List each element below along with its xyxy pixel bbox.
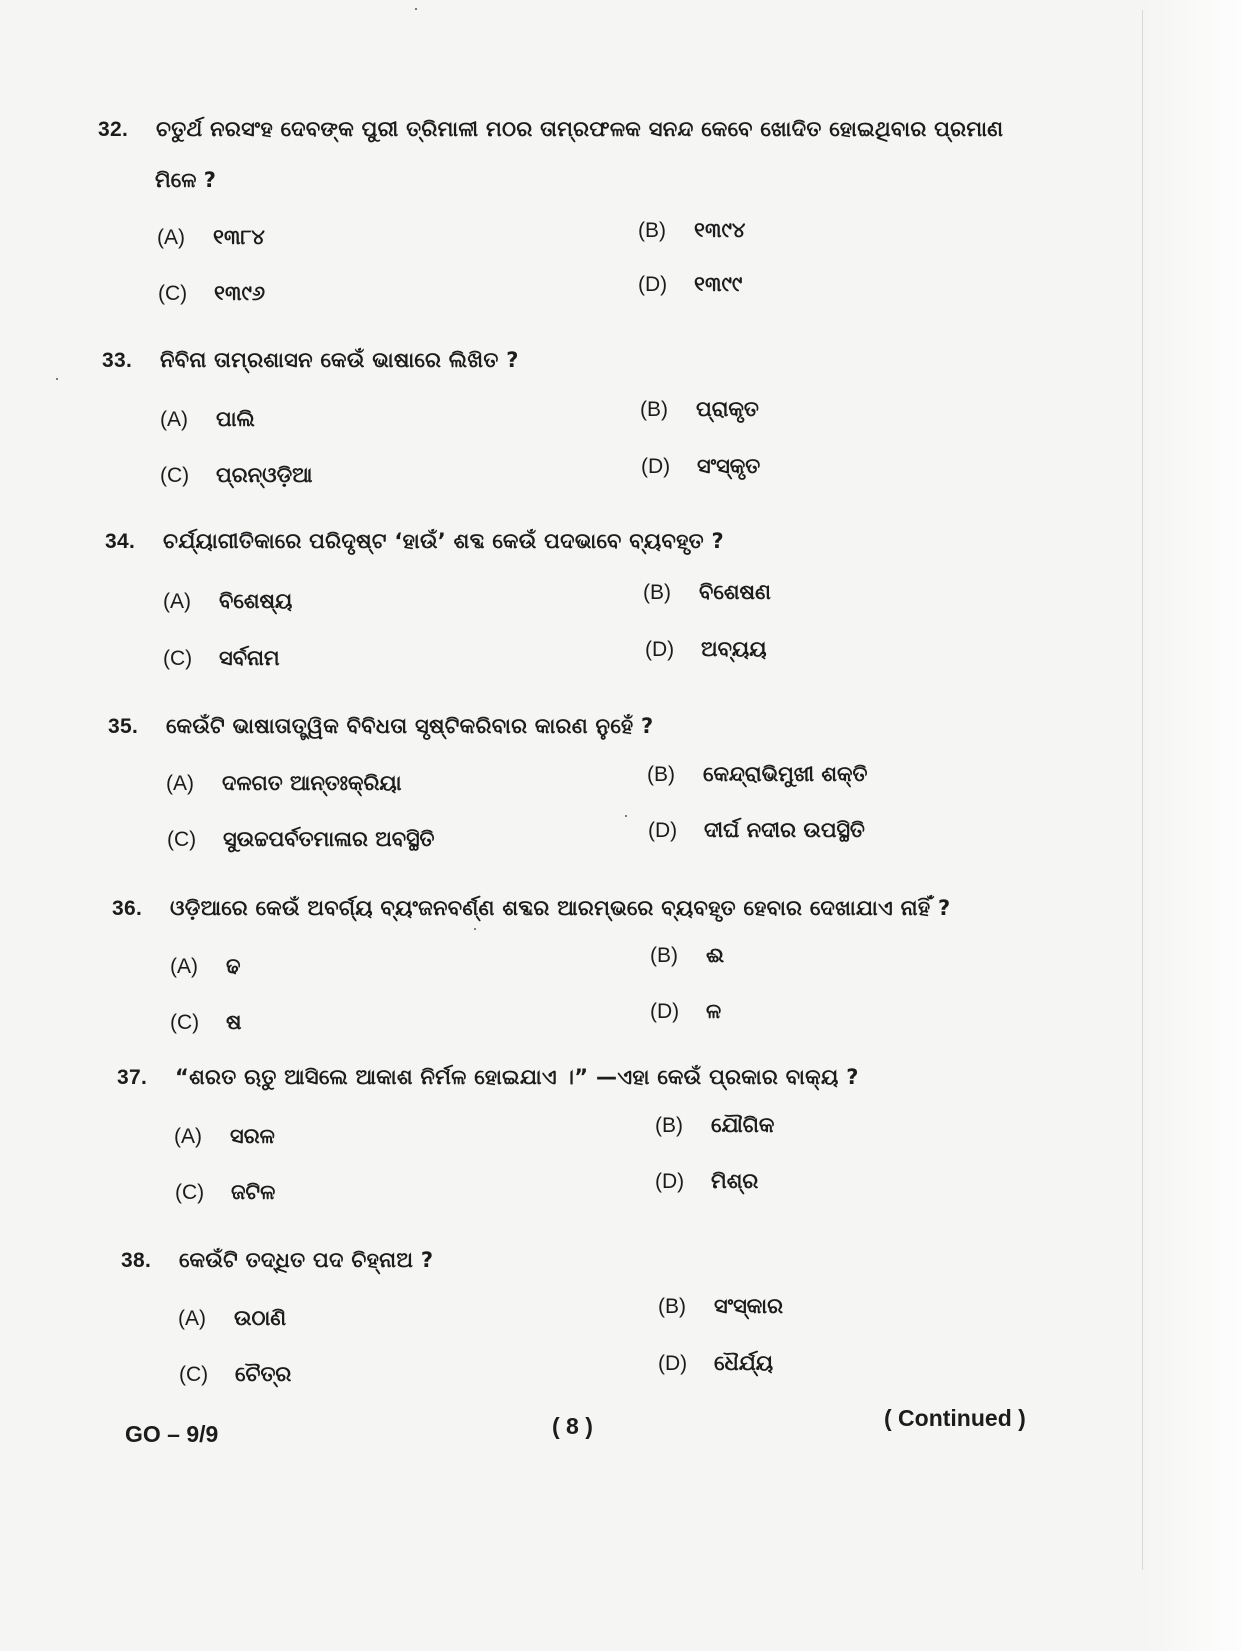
option-b: (B) ଯୌଗିକ — [655, 1113, 775, 1137]
question-number: 36. — [112, 897, 143, 920]
option-a: (A) ସରଳ — [174, 1124, 275, 1148]
question-number: 35. — [108, 715, 139, 738]
page-edge-line — [1142, 10, 1143, 1570]
question-number: 34. — [105, 530, 136, 553]
option-b-text: ସଂସ୍କାର — [714, 1294, 784, 1318]
option-b-text: କେନ୍ଦ୍ରାଭିମୁଖୀ ଶକ୍ତି — [703, 762, 868, 786]
option-a: (A) ଦଳଗତ ଆନ୍ତଃକ୍ରିୟା — [166, 771, 402, 795]
option-d: (D) ଳ — [650, 999, 722, 1023]
option-b: (B) କେନ୍ଦ୍ରାଭିମୁଖୀ ଶକ୍ତି — [647, 762, 868, 786]
question-text: “ଶରତ ଋତୁ ଆସିଲେ ଆକାଶ ନିର୍ମଳ ହୋଇଯାଏ ।” —ଏହା କେଉଁ ପ୍ରକାର ବାକ୍ୟ ? — [175, 1065, 859, 1089]
question-35 — [108, 711, 653, 742]
option-c-text: ୧୩୯୬ — [214, 281, 266, 305]
question-text: ଚତୁର୍ଥ ନରସଂହ ଦେବଙ୍କ ପୁରୀ ତ୍ରିମାଳୀ ମଠର ତାମ୍ରଫଳକ ସନନ୍ଦ କେବେ ଖୋଦିତ ହୋଇଥିବାର ପ୍ରମାଣ — [156, 117, 1004, 141]
option-a-text: ଦଳଗତ ଆନ୍ତଃକ୍ରିୟା — [222, 771, 402, 795]
option-a: (A) ପାଲି — [160, 407, 255, 431]
option-a-text: ଢ — [226, 954, 241, 978]
question-36 — [112, 893, 950, 924]
option-d: (D) ଧୈର୍ଯ୍ୟ — [658, 1351, 774, 1375]
question-number: 37. — [117, 1066, 148, 1089]
question-32 — [98, 114, 1003, 145]
option-b-text: ଈ — [706, 943, 725, 967]
scan-speck — [56, 378, 58, 380]
option-d-text: ମିଶ୍ର — [711, 1169, 759, 1193]
option-c: (C) ସର୍ବନାମ — [163, 646, 280, 670]
option-b: (B) ସଂସ୍କାର — [658, 1294, 784, 1318]
option-a: (A) ଉଠାଣି — [178, 1306, 287, 1330]
option-b: (B) ଈ — [650, 943, 725, 967]
option-a-text: ଉଠାଣି — [234, 1306, 287, 1330]
paper-code: GO – 9/9 — [125, 1421, 219, 1447]
option-c-text: ଜଟିଳ — [231, 1180, 276, 1204]
question-number: 38. — [121, 1249, 152, 1272]
option-c-text: ଚୈତ୍ର — [235, 1362, 292, 1386]
page-number: ( 8 ) — [552, 1413, 593, 1439]
option-c: (C) ଷ — [170, 1010, 242, 1034]
option-b-text: ଯୌଗିକ — [711, 1113, 775, 1137]
question-text: କେଉଁଟି ତଦ୍ଧିତ ପଦ ଚିହ୍ନାଅ ? — [179, 1248, 434, 1272]
question-text: ଚର୍ଯ୍ୟାଗୀତିକାରେ ପରିଦୃଷ୍ଟ ‘ହାଉଁ’ ଶବ୍ଦ କେଉଁ ପଦଭାବେ ବ୍ୟବହୃତ ? — [163, 529, 725, 553]
option-d-text: ଅବ୍ୟୟ — [701, 637, 767, 661]
question-number: 33. — [102, 349, 133, 372]
option-d: (D) ମିଶ୍ର — [655, 1169, 759, 1193]
question-34 — [105, 526, 724, 557]
scan-speck — [625, 815, 627, 817]
option-c-text: ପ୍ରନ୍ଓଡ଼ିଆ — [216, 463, 313, 487]
option-b-text: ବିଶେଷଣ — [699, 580, 771, 604]
option-a-text: ୧୩୮୪ — [213, 225, 265, 249]
option-a: (A) ବିଶେଷ୍ୟ — [163, 589, 293, 613]
scan-speck — [474, 928, 476, 930]
option-d-text: ଳ — [706, 999, 722, 1023]
option-c-text: ଷ — [226, 1010, 242, 1034]
question-text: କେଉଁଟି ଭାଷାତାତ୍ତ୍ୱିକ ବିବିଧତା ସୃଷ୍ଟିକରିବାର କାରଣ ନୁହେଁ ? — [166, 714, 654, 738]
question-32-line2: ମିଳେ ? — [155, 168, 216, 192]
option-d-text: ସଂସ୍କୃତ — [697, 454, 761, 478]
option-a: (A) ଢ — [170, 954, 241, 978]
option-c: (C) ୧୩୯୬ — [158, 281, 266, 305]
option-b: (B) ବିଶେଷଣ — [643, 580, 771, 604]
page-edge-shadow — [1145, 0, 1241, 1651]
question-number: 32. — [98, 118, 129, 141]
option-d: (D) ୧୩୯୯ — [638, 272, 743, 296]
option-a-text: ପାଲି — [216, 407, 255, 431]
option-a-text: ସରଳ — [230, 1124, 275, 1148]
option-d-text: ୧୩୯୯ — [694, 272, 743, 296]
option-c: (C) ଜଟିଳ — [175, 1180, 276, 1204]
option-d: (D) ଦୀର୍ଘ ନଦୀର ଉପସ୍ଥିତି — [648, 818, 865, 842]
option-c: (C) ପ୍ରନ୍ଓଡ଼ିଆ — [160, 463, 313, 487]
option-d-text: ଧୈର୍ଯ୍ୟ — [714, 1351, 774, 1375]
question-38 — [121, 1245, 433, 1276]
option-c: (C) ଚୈତ୍ର — [179, 1362, 292, 1386]
option-b-text: ପ୍ରାକୃତ — [696, 397, 759, 421]
option-d-text: ଦୀର୍ଘ ନଦୀର ଉପସ୍ଥିତି — [704, 818, 865, 842]
option-c: (C) ସୁଉଚ୍ଚପର୍ବତମାଳାର ଅବସ୍ଥିତି — [167, 827, 435, 851]
scan-speck — [415, 8, 417, 10]
option-a: (A) ୧୩୮୪ — [157, 225, 265, 249]
option-d: (D) ସଂସ୍କୃତ — [641, 454, 761, 478]
question-text: ଓଡ଼ିଆରେ କେଉଁ ଅବର୍ଗ୍ୟ ବ୍ୟଂଜନବର୍ଣ୍ଣ ଶବ୍ଦର ଆରମ୍ଭରେ ବ୍ୟବହୃତ ହେବାର ଦେଖାଯାଏ ନାହିଁ ? — [170, 896, 951, 920]
question-text: ନିବିନା ତାମ୍ରଶାସନ କେଉଁ ଭାଷାରେ ଲିଖିତ ? — [160, 348, 519, 372]
option-b: (B) ୧୩୯୪ — [638, 218, 746, 242]
option-b-text: ୧୩୯୪ — [694, 218, 746, 242]
continued-label: ( Continued ) — [884, 1405, 1026, 1431]
option-c-text: ସୁଉଚ୍ଚପର୍ବତମାଳାର ଅବସ୍ଥିତି — [223, 827, 435, 851]
question-37 — [117, 1062, 859, 1093]
option-b: (B) ପ୍ରାକୃତ — [640, 397, 759, 421]
option-d: (D) ଅବ୍ୟୟ — [645, 637, 767, 661]
question-33 — [102, 345, 519, 376]
option-a-text: ବିଶେଷ୍ୟ — [219, 589, 293, 613]
option-c-text: ସର୍ବନାମ — [219, 646, 280, 670]
